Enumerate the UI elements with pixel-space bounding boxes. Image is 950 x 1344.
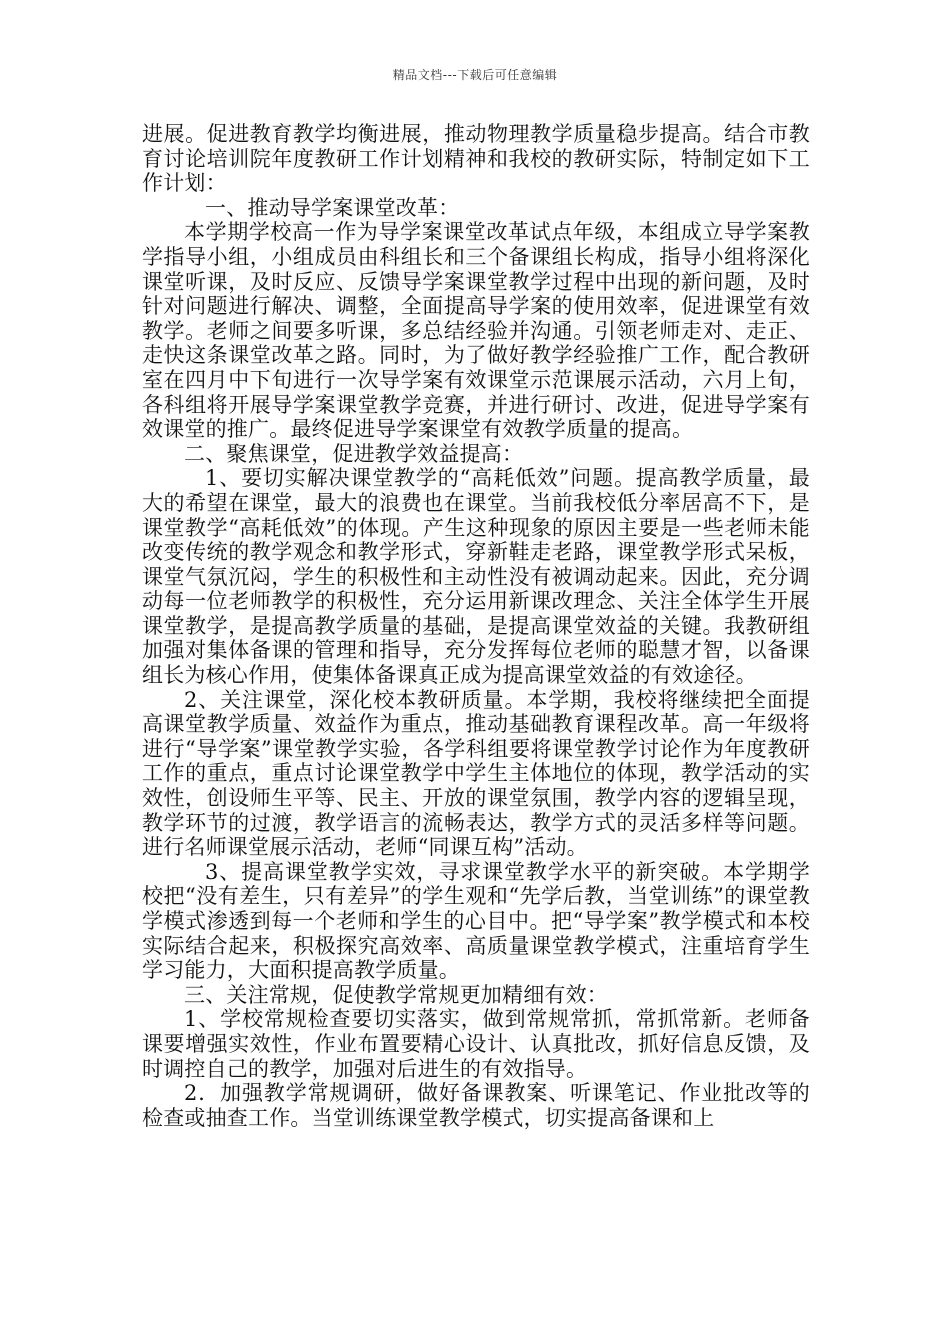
paragraph: 2、关注课堂，深化校本教研质量。本学期，我校将继续把全面提高课堂教学质量、效益作为重点，推动基础教育课程改革。高一年级将进行“导学案”课堂教学实验，各学科组要将课堂教学讨论作为年度教研工作的重点，重点讨论课堂教学中学生主体地位的体现，教学活动的实效性，创设师生平等、民主、开放的课堂氛围，教学内容的逻辑呈现，教学环节的过渡，教学语言的流畅表达，教学方式的灵活多样等问题。进行名师课堂展示活动，老师“同课互构”活动。 [142, 687, 810, 860]
page-header: 精品文档---下载后可任意编辑 [392, 68, 558, 82]
section-heading: 三、关注常规，促使教学常规更加精细有效： [184, 982, 608, 1007]
paragraph: 1、学校常规检查要切实落实，做到常规常抓，常抓常新。老师备课要增强实效性，作业布置要精心设计、认真批改，抓好信息反馈，及时调控自己的教学，加强对后进生的有效指导。 [142, 1007, 810, 1081]
section-heading: 二、聚焦课堂，促进教学效益提高： [184, 441, 524, 466]
paragraph: 3、提高课堂教学实效，寻求课堂教学水平的新突破。本学期学校把“没有差生，只有差异”的学生观和“先学后教，当堂训练”的课堂教学模式渗透到每一个老师和学生的心目中。把“导学案”教学模式和本校实际结合起来，积极探究高效率、高质量课堂教学模式，注重培育学生学习能力，大面积提高教学质量。 [142, 859, 810, 983]
paragraph: 2．加强教学常规调研，做好备课教案、听课笔记、作业批改等的检查或抽查工作。当堂训练课堂教学模式，切实提高备课和上 [142, 1081, 810, 1130]
paragraph: 本学期学校高一作为导学案课堂改革试点年级，本组成立导学案教学指导小组，小组成员由科组长和三个备课组长构成，指导小组将深化课堂听课，及时反应、反馈导学案课堂教学过程中出现的新问题，及时针对问题进行解决、调整，全面提高导学案的使用效率，促进课堂有效教学。老师之间要多听课，多总结经验并沟通。引领老师走对、走正、走快这条课堂改革之路。同时，为了做好教学经验推广工作，配合教研室在四月中下旬进行一次导学案有效课堂示范课展示活动，六月上旬，各科组将开展导学案课堂教学竞赛，并进行研讨、改进，促进导学案有效课堂的推广。最终促进导学案课堂有效教学质量的提高。 [142, 220, 810, 442]
section-heading: 一、推动导学案课堂改革： [205, 195, 460, 220]
paragraph: 进展。促进教育教学均衡进展，推动物理教学质量稳步提高。结合市教育讨论培训院年度教研工作计划精神和我校的教研实际，特制定如下工作计划： [142, 122, 810, 196]
paragraph: 1、要切实解决课堂教学的“高耗低效”问题。提高教学质量，最大的希望在课堂，最大的浪费也在课堂。当前我校低分率居高不下，是课堂教学“高耗低效”的体现。产生这种现象的原因主要是一些老师未能改变传统的教学观念和教学形式，穿新鞋走老路，课堂教学形式呆板，课堂气氛沉闷，学生的积极性和主动性没有被调动起来。因此，充分调动每一位老师教学的积极性，充分运用新课改理念、关注全体学生开展课堂教学，是提高教学质量的基础，是提高课堂效益的关键。我教研组加强对集体备课的管理和指导，充分发挥每位老师的聪慧才智，以备课组长为核心作用，使集体备课真正成为提高课堂效益的有效途径。 [142, 466, 810, 688]
document-body [142, 122, 810, 1130]
